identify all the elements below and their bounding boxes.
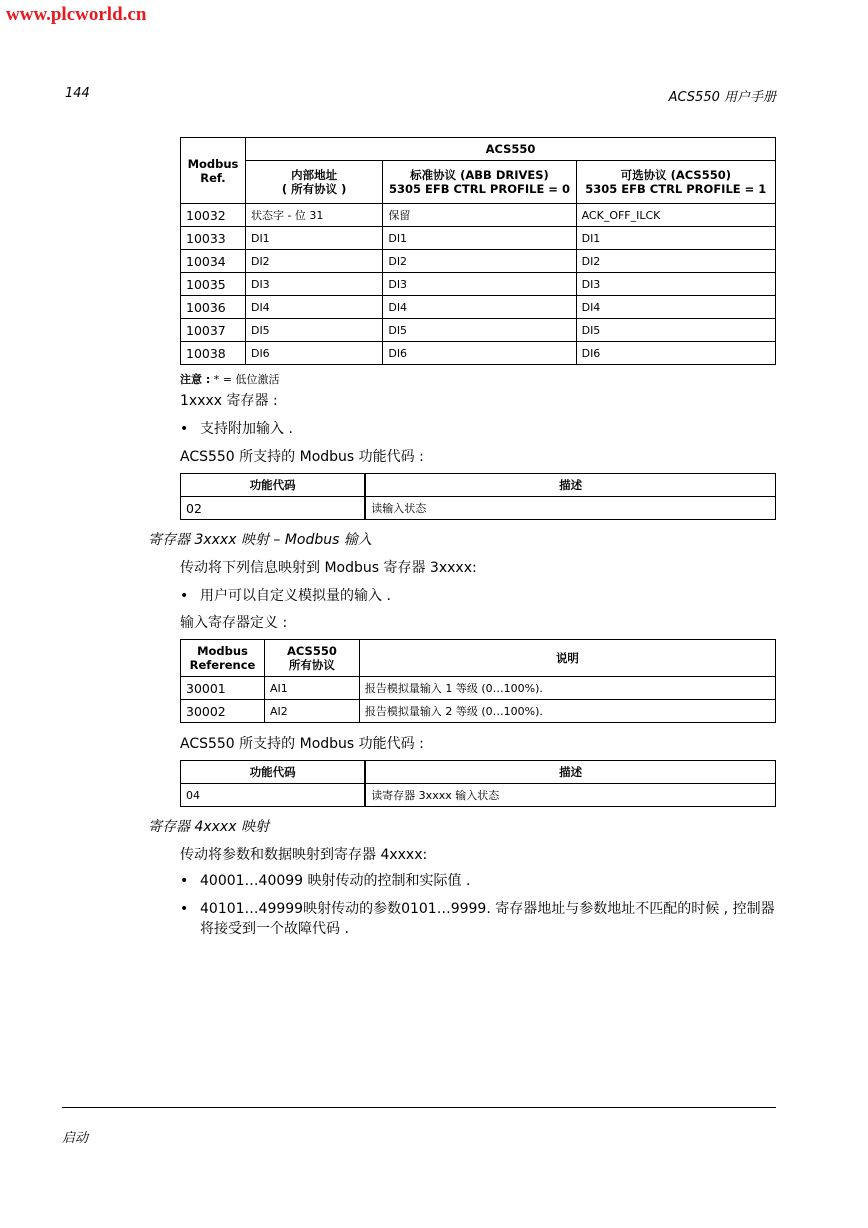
cell: 保留 (383, 204, 576, 227)
text-input-def: 输入寄存器定义 : (180, 615, 288, 631)
code-cell: 02 (181, 497, 366, 520)
table-row (181, 273, 776, 296)
ref-cell: 10038 (181, 342, 246, 365)
function-code-table-1 (180, 473, 776, 520)
col-function-code: 功能代码 (181, 761, 366, 784)
cell: DI2 (576, 250, 775, 273)
ref-cell: 10034 (181, 250, 246, 273)
ref-cell: 10036 (181, 296, 246, 319)
watermark: www.plcworld.cn (6, 4, 147, 25)
bullet-dot-icon: • (180, 901, 189, 917)
cell: DI5 (576, 319, 775, 342)
function-code-table-2 (180, 760, 776, 807)
cell: AI2 (264, 700, 359, 723)
cell: AI1 (264, 677, 359, 700)
col-optional-protocol: 可选协议 (ACS550) 5305 EFB CTRL PROFILE = 1 (576, 161, 775, 204)
note-text: * = 低位激活 (210, 373, 280, 386)
footer-section: 启动 (62, 1131, 89, 1146)
ref-cell: 10037 (181, 319, 246, 342)
footer-divider (62, 1107, 776, 1108)
bullet-1xxxx: • 支持附加输入 . (180, 421, 293, 437)
cell: DI6 (245, 342, 382, 365)
table-row (181, 784, 776, 807)
cell: DI4 (245, 296, 382, 319)
col-function-code: 功能代码 (181, 474, 366, 497)
cell: DI3 (383, 273, 576, 296)
cell: 报告模拟量输入 2 等级 (0…100%). (359, 700, 775, 723)
cell: DI6 (576, 342, 775, 365)
table-row (181, 700, 776, 723)
col-standard-protocol: 标准协议 (ABB DRIVES) 5305 EFB CTRL PROFILE = 0 (383, 161, 576, 204)
table-row (181, 319, 776, 342)
code-cell: 04 (181, 784, 366, 807)
cell: DI3 (245, 273, 382, 296)
cell: ACK_OFF_ILCK (576, 204, 775, 227)
ref-cell: 30002 (181, 700, 265, 723)
col-description: 描述 (365, 474, 775, 497)
table-row (181, 204, 776, 227)
bullet-dot-icon: • (180, 421, 189, 437)
heading-3xxxx: 寄存器 3xxxx 映射 – Modbus 输入 (148, 532, 372, 548)
cell: DI4 (576, 296, 775, 319)
text-1xxxx: 1xxxx 寄存器 : (180, 393, 278, 409)
table-row (181, 342, 776, 365)
cell: DI1 (383, 227, 576, 250)
heading-4xxxx: 寄存器 4xxxx 映射 (148, 819, 269, 835)
cell: 报告模拟量输入 1 等级 (0…100%). (359, 677, 775, 700)
text-func-codes-1: ACS550 所支持的 Modbus 功能代码 : (180, 449, 424, 465)
col-description: 描述 (365, 761, 775, 784)
table-note (180, 371, 279, 387)
desc-cell: 读寄存器 3xxxx 输入状态 (365, 784, 775, 807)
cell: DI4 (383, 296, 576, 319)
header-title: ACS550 用户手册 (668, 90, 776, 105)
desc-cell: 读输入状态 (365, 497, 775, 520)
table-row (181, 227, 776, 250)
cell: DI6 (383, 342, 576, 365)
col-modbus-reference: Modbus Reference (181, 640, 265, 677)
cell: DI1 (245, 227, 382, 250)
col-explanation: 说明 (359, 640, 775, 677)
group-header-acs550: ACS550 (245, 138, 775, 161)
cell: DI5 (383, 319, 576, 342)
modbus-ref-table (180, 137, 776, 365)
text-3xxxx: 传动将下列信息映射到 Modbus 寄存器 3xxxx: (180, 560, 477, 576)
table-row (181, 296, 776, 319)
table-row (181, 497, 776, 520)
text-func-codes-2: ACS550 所支持的 Modbus 功能代码 : (180, 736, 424, 752)
cell: DI1 (576, 227, 775, 250)
cell: DI2 (245, 250, 382, 273)
col-internal-address: 内部地址 ( 所有协议 ) (245, 161, 382, 204)
bullet-4xxxx-1: • 40001…40099 映射传动的控制和实际值 . (180, 873, 471, 889)
ref-cell: 10033 (181, 227, 246, 250)
cell: DI5 (245, 319, 382, 342)
cell: DI3 (576, 273, 775, 296)
text-4xxxx: 传动将参数和数据映射到寄存器 4xxxx: (180, 847, 428, 863)
note-label: 注意 : (180, 373, 211, 386)
input-register-table (180, 639, 776, 723)
bullet-dot-icon: • (180, 873, 189, 889)
cell: 状态字 - 位 31 (245, 204, 382, 227)
page-number: 144 (65, 86, 90, 101)
col-modbus-ref: Modbus Ref. (181, 138, 246, 204)
ref-cell: 30001 (181, 677, 265, 700)
ref-cell: 10032 (181, 204, 246, 227)
ref-cell: 10035 (181, 273, 246, 296)
table-row (181, 250, 776, 273)
bullet-dot-icon: • (180, 588, 189, 604)
table-row (181, 677, 776, 700)
bullet-4xxxx-2: • 40101…49999映射传动的参数0101…9999. 寄存器地址与参数地址不匹配的时候 , 控制器将接受到一个故障代码 . (180, 901, 775, 937)
bullet-3xxxx: • 用户可以自定义模拟量的输入 . (180, 588, 391, 604)
cell: DI2 (383, 250, 576, 273)
col-acs550-protocol: ACS550 所有协议 (264, 640, 359, 677)
